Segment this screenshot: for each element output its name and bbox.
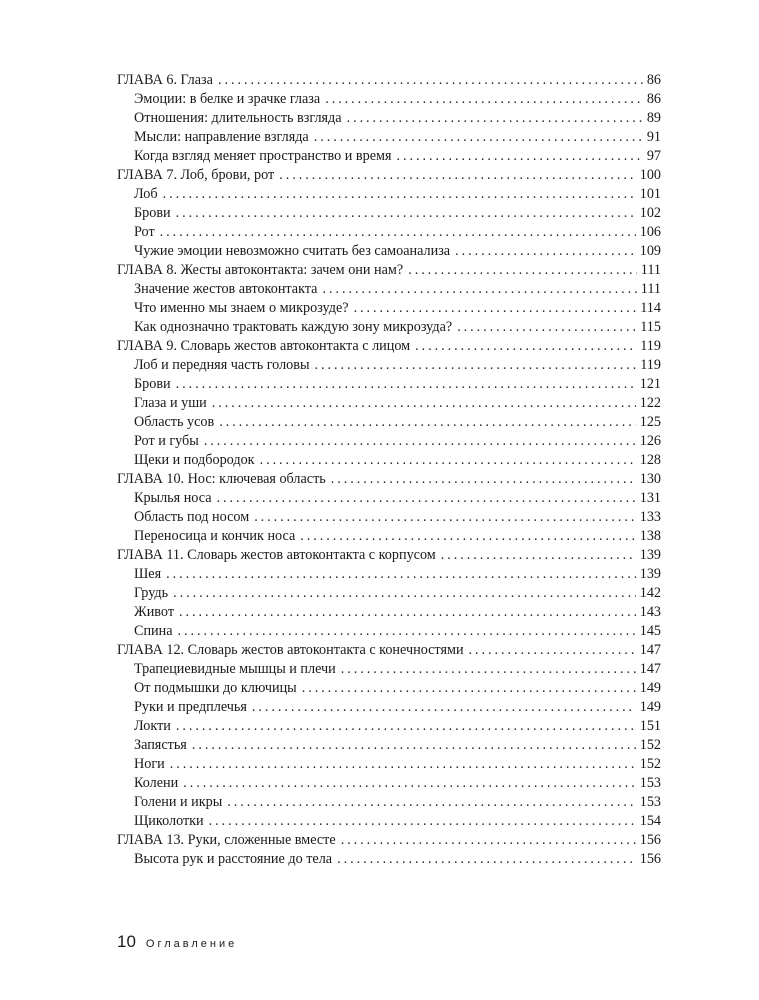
- toc-entry-title: От подмышки до ключицы: [134, 680, 297, 696]
- toc-section-entry: [117, 793, 661, 812]
- toc-chapter-entry: [117, 641, 661, 660]
- toc-entry-title: ГЛАВА 7. Лоб, брови, рот: [117, 167, 275, 183]
- toc-entry-title: Крылья носа: [134, 490, 212, 506]
- toc-entry-page: 91: [646, 129, 661, 145]
- dot-leader: [408, 261, 637, 280]
- toc-entry-title: Область усов: [134, 414, 215, 430]
- toc-section-entry: [117, 299, 661, 318]
- dot-leader: [192, 736, 636, 755]
- toc-entry-page: 139: [639, 566, 661, 582]
- toc-entry-title: ГЛАВА 9. Словарь жестов автоконтакта с лицом: [117, 338, 411, 354]
- toc-entry-page: 151: [639, 718, 661, 734]
- toc-entry-title: Грудь: [134, 585, 169, 601]
- dot-leader: [325, 90, 643, 109]
- toc-entry-page: 115: [640, 319, 661, 335]
- toc-entry-title: Запястья: [134, 737, 187, 753]
- toc-section-entry: [117, 356, 661, 375]
- toc-entry-page: 101: [639, 186, 661, 202]
- toc-entry-page: 139: [639, 547, 661, 563]
- toc-chapter-entry: [117, 831, 661, 850]
- dot-leader: [183, 774, 635, 793]
- toc-entry-page: 114: [640, 300, 661, 316]
- toc-entry-title: Щеки и подбородок: [134, 452, 255, 468]
- toc-entry-title: Живот: [134, 604, 175, 620]
- toc-entry-page: 152: [639, 737, 661, 753]
- toc-entry-title: Область под носом: [134, 509, 250, 525]
- toc-entry-title: Трапециевидные мышцы и плечи: [134, 661, 336, 677]
- toc-entry-title: Рот и губы: [134, 433, 199, 449]
- toc-entry-page: 154: [639, 813, 661, 829]
- toc-entry-page: 143: [639, 604, 661, 620]
- toc-section-entry: [117, 812, 661, 831]
- toc-entry-title: Щиколотки: [134, 813, 204, 829]
- dot-leader: [254, 508, 636, 527]
- toc-entry-title: Как однозначно трактовать каждую зону микрозуда?: [134, 319, 453, 335]
- toc-entry-page: 119: [640, 357, 661, 373]
- running-section-title: Оглавление: [145, 938, 238, 950]
- dot-leader: [166, 565, 636, 584]
- toc-section-entry: [117, 603, 661, 622]
- toc-entry-page: 89: [646, 110, 661, 126]
- toc-entry-title: Спина: [134, 623, 173, 639]
- toc-entry-title: Значение жестов автоконтакта: [134, 281, 318, 297]
- dot-leader: [176, 375, 636, 394]
- toc-entry-page: 86: [646, 72, 661, 88]
- dot-leader: [176, 717, 636, 736]
- toc-section-entry: [117, 508, 661, 527]
- toc-chapter-entry: [117, 337, 661, 356]
- toc-entry-title: Голени и икры: [134, 794, 223, 810]
- dot-leader: [331, 470, 636, 489]
- toc-entry-page: 106: [639, 224, 661, 240]
- toc-section-entry: [117, 223, 661, 242]
- dot-leader: [314, 128, 643, 147]
- toc-entry-title: Мысли: направление взгляда: [134, 129, 309, 145]
- toc-section-entry: [117, 375, 661, 394]
- dot-leader: [227, 793, 635, 812]
- toc-section-entry: [117, 394, 661, 413]
- toc-entry-title: Что именно мы знаем о микрозуде?: [134, 300, 349, 316]
- dot-leader: [315, 356, 637, 375]
- dot-leader: [173, 584, 636, 603]
- toc-entry-page: 138: [639, 528, 661, 544]
- dot-leader: [212, 394, 636, 413]
- toc-entry-title: Лоб: [134, 186, 158, 202]
- toc-section-entry: [117, 318, 661, 337]
- toc-section-entry: [117, 147, 661, 166]
- toc-entry-title: Локти: [134, 718, 171, 734]
- dot-leader: [469, 641, 636, 660]
- dot-leader: [176, 204, 636, 223]
- dot-leader: [354, 299, 637, 318]
- toc-entry-title: Глаза и уши: [134, 395, 207, 411]
- toc-section-entry: [117, 679, 661, 698]
- toc-entry-page: 119: [640, 338, 661, 354]
- dot-leader: [322, 280, 636, 299]
- toc-entry-title: ГЛАВА 12. Словарь жестов автоконтакта с конечностями: [117, 642, 464, 658]
- toc-section-entry: [117, 565, 661, 584]
- toc-entry-page: 111: [640, 262, 661, 278]
- toc-entry-page: 122: [639, 395, 661, 411]
- toc-entry-page: 145: [639, 623, 661, 639]
- toc-entry-title: Брови: [134, 205, 171, 221]
- toc-section-entry: [117, 109, 661, 128]
- dot-leader: [219, 413, 636, 432]
- toc-entry-title: ГЛАВА 8. Жесты автоконтакта: зачем они нам?: [117, 262, 404, 278]
- toc-section-entry: [117, 774, 661, 793]
- toc-entry-title: Отношения: длительность взгляда: [134, 110, 342, 126]
- dot-leader: [441, 546, 636, 565]
- toc-entry-title: ГЛАВА 10. Нос: ключевая область: [117, 471, 326, 487]
- toc-section-entry: [117, 527, 661, 546]
- toc-entry-page: 147: [639, 661, 661, 677]
- toc-entry-title: Ноги: [134, 756, 165, 772]
- toc-entry-page: 97: [646, 148, 661, 164]
- toc-entry-page: 128: [639, 452, 661, 468]
- toc-section-entry: [117, 489, 661, 508]
- toc-entry-page: 126: [639, 433, 661, 449]
- page-number: 10: [117, 932, 136, 951]
- dot-leader: [160, 223, 636, 242]
- toc-entry-page: 109: [639, 243, 661, 259]
- toc-entry-title: Колени: [134, 775, 179, 791]
- toc-entry-title: Руки и предплечья: [134, 699, 247, 715]
- dot-leader: [170, 755, 636, 774]
- dot-leader: [341, 831, 636, 850]
- dot-leader: [302, 679, 636, 698]
- dot-leader: [204, 432, 636, 451]
- toc-entry-page: 142: [639, 585, 661, 601]
- toc-entry-title: Эмоции: в белке и зрачке глаза: [134, 91, 321, 107]
- toc-entry-title: Брови: [134, 376, 171, 392]
- dot-leader: [179, 603, 636, 622]
- toc-section-entry: [117, 432, 661, 451]
- toc-entry-page: 121: [639, 376, 661, 392]
- toc-section-entry: [117, 128, 661, 147]
- dot-leader: [252, 698, 636, 717]
- toc-entry-title: Переносица и кончик носа: [134, 528, 296, 544]
- dot-leader: [217, 489, 636, 508]
- toc-entry-page: 102: [639, 205, 661, 221]
- toc-section-entry: [117, 413, 661, 432]
- toc-chapter-entry: [117, 261, 661, 280]
- toc-entry-title: ГЛАВА 13. Руки, сложенные вместе: [117, 832, 336, 848]
- dot-leader: [397, 147, 643, 166]
- toc-entry-page: 153: [639, 794, 661, 810]
- dot-leader: [209, 812, 636, 831]
- toc-chapter-entry: [117, 166, 661, 185]
- toc-section-entry: [117, 755, 661, 774]
- toc-section-entry: [117, 242, 661, 261]
- dot-leader: [455, 242, 636, 261]
- toc-entry-title: ГЛАВА 11. Словарь жестов автоконтакта с корпусом: [117, 547, 436, 563]
- toc-section-entry: [117, 280, 661, 299]
- toc-entry-page: 149: [639, 699, 661, 715]
- dot-leader: [457, 318, 636, 337]
- dot-leader: [341, 660, 636, 679]
- toc-entry-page: 130: [639, 471, 661, 487]
- toc-entry-title: ГЛАВА 6. Глаза: [117, 72, 213, 88]
- page-footer: [117, 932, 237, 952]
- table-of-contents: [117, 71, 661, 869]
- toc-section-entry: [117, 90, 661, 109]
- toc-section-entry: [117, 660, 661, 679]
- toc-section-entry: [117, 185, 661, 204]
- dot-leader: [415, 337, 636, 356]
- toc-entry-page: 125: [639, 414, 661, 430]
- toc-entry-page: 131: [639, 490, 661, 506]
- toc-chapter-entry: [117, 470, 661, 489]
- dot-leader: [218, 71, 643, 90]
- toc-section-entry: [117, 451, 661, 470]
- toc-entry-title: Рот: [134, 224, 155, 240]
- toc-chapter-entry: [117, 71, 661, 90]
- toc-entry-page: 156: [639, 851, 661, 867]
- toc-entry-page: 152: [639, 756, 661, 772]
- toc-entry-title: Чужие эмоции невозможно считать без самоанализа: [134, 243, 451, 259]
- toc-entry-title: Лоб и передняя часть головы: [134, 357, 310, 373]
- toc-entry-page: 86: [646, 91, 661, 107]
- toc-entry-page: 153: [639, 775, 661, 791]
- toc-section-entry: [117, 717, 661, 736]
- dot-leader: [163, 185, 636, 204]
- toc-entry-title: Когда взгляд меняет пространство и время: [134, 148, 392, 164]
- toc-entry-title: Высота рук и расстояние до тела: [134, 851, 333, 867]
- toc-section-entry: [117, 736, 661, 755]
- toc-entry-page: 100: [639, 167, 661, 183]
- toc-section-entry: [117, 584, 661, 603]
- toc-section-entry: [117, 850, 661, 869]
- toc-chapter-entry: [117, 546, 661, 565]
- dot-leader: [260, 451, 636, 470]
- dot-leader: [300, 527, 635, 546]
- toc-section-entry: [117, 622, 661, 641]
- toc-section-entry: [117, 698, 661, 717]
- toc-entry-page: 149: [639, 680, 661, 696]
- toc-entry-page: 156: [639, 832, 661, 848]
- toc-entry-page: 133: [639, 509, 661, 525]
- dot-leader: [347, 109, 643, 128]
- dot-leader: [178, 622, 636, 641]
- toc-entry-page: 111: [640, 281, 661, 297]
- toc-entry-title: Шея: [134, 566, 162, 582]
- dot-leader: [279, 166, 636, 185]
- toc-entry-page: 147: [639, 642, 661, 658]
- dot-leader: [337, 850, 636, 869]
- toc-section-entry: [117, 204, 661, 223]
